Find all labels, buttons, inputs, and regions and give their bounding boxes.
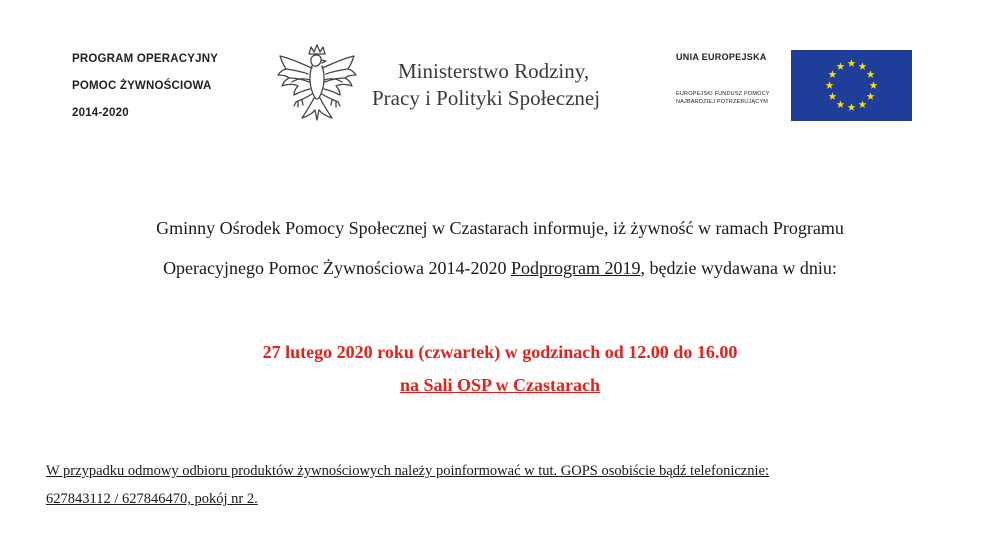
- eu-fund-line: EUROPEJSKI FUNDUSZ POMOCY: [676, 91, 770, 97]
- announcement-text: , będzie wydawana w dniu:: [640, 258, 837, 278]
- announcement-line: [0, 258, 1000, 279]
- program-title-line: 2014-2020: [72, 107, 129, 119]
- program-title-line: POMOC ŻYWNOŚCIOWA: [72, 80, 212, 92]
- eu-flag-icon: [791, 50, 912, 121]
- announcement-line: Gminny Ośrodek Pomocy Społecznej w Czastarach informuje, iż żywność w ramach Programu: [156, 218, 844, 238]
- announcement-text: Operacyjnego Pomoc Żywnościowa 2014-2020: [163, 258, 511, 278]
- distribution-place: na Sali OSP w Czastarach: [399, 375, 600, 395]
- eu-title: UNIA EUROPEJSKA: [676, 52, 767, 62]
- program-title-line: PROGRAM OPERACYJNY: [72, 53, 219, 65]
- contact-note: W przypadku odmowy odbioru produktów żywnościowych należy poinformować w tut. GOPS osobiście bądź telefonicznie:: [46, 463, 769, 479]
- distribution-date: 27 lutego 2020 roku (czwartek) w godzinach od 12.00 do 16.00: [262, 342, 738, 362]
- program-title-block: [72, 46, 218, 127]
- ministry-name: [372, 58, 600, 112]
- eu-fund-line: NAJBARDZIEJ POTRZEBUJĄCYM: [676, 99, 769, 105]
- ministry-name-line: Ministerstwo Rodziny,: [398, 59, 590, 83]
- eu-fund-name: [676, 90, 770, 106]
- ministry-name-line: Pracy i Polityki Społecznej: [372, 86, 601, 110]
- subprogram-label: Podprogram 2019: [511, 258, 641, 278]
- eu-label-block: [676, 52, 770, 106]
- white-eagle-emblem-icon: [272, 42, 362, 128]
- document-header: [0, 0, 1000, 170]
- contact-phones: 627843112 / 627846470, pokój nr 2.: [46, 491, 258, 507]
